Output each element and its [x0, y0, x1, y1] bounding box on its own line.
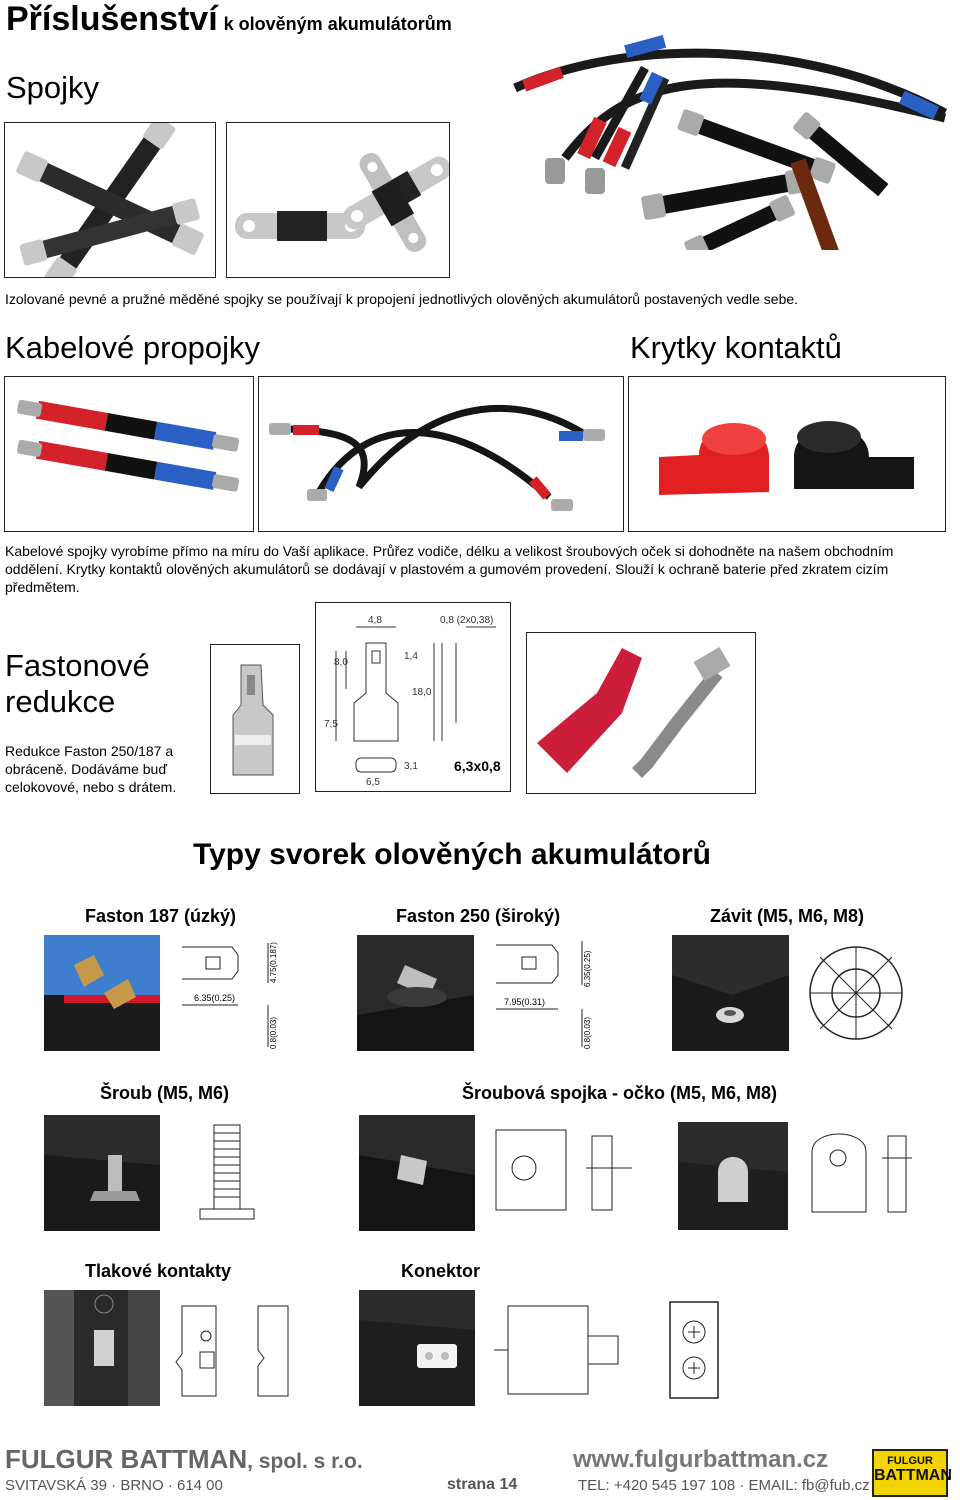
- dim-3-1: 3,1: [404, 761, 418, 772]
- faston250-drawing: [486, 935, 606, 1051]
- konektor-photo: [359, 1290, 475, 1406]
- f250-dim-c: 0.8(0.03): [583, 1016, 592, 1049]
- faston-heading-line1: Fastonové: [5, 648, 150, 683]
- footer-contact: TEL: +420 545 197 108 · EMAIL: fb@fub.cz: [578, 1477, 870, 1494]
- faston250-label: Faston 250 (široký): [396, 906, 561, 926]
- faston-wire-photo: [526, 632, 756, 794]
- faston187-label: Faston 187 (úzký): [85, 906, 237, 926]
- footer-address: SVITAVSKÁ 39 · BRNO · 614 00: [5, 1477, 223, 1494]
- footer-url[interactable]: www.fulgurbattman.cz: [573, 1446, 829, 1473]
- cable-short-photo: [4, 376, 254, 532]
- cable-long-photo: [258, 376, 624, 532]
- types-heading: Typy svorek olověných akumulátorů: [193, 838, 711, 871]
- spojky-description: Izolované pevné a pružné měděné spojky se používají k propojení jednotlivých olověných akumulátorů postavených vedle sebe.: [5, 291, 799, 307]
- konektor-drawing-2: [664, 1298, 724, 1402]
- fulgur-battman-logo: [872, 1449, 952, 1497]
- krytky-heading: Krytky kontaktů: [630, 330, 842, 365]
- faston-dimension-drawing: [315, 602, 511, 792]
- footer-company-suffix: , spol. s r.o.: [247, 1450, 363, 1473]
- page-title: [6, 0, 452, 39]
- dim-7-5: 7,5: [324, 719, 338, 730]
- spojky-rigid-photo: [226, 122, 450, 278]
- page-title-main: Příslušenství: [6, 0, 218, 38]
- faston-heading: [5, 648, 150, 720]
- dim-18-0: 18,0: [412, 687, 432, 698]
- ocko-label: Šroubová spojka - očko (M5, M6, M8): [462, 1083, 778, 1103]
- dim-1-4: 1,4: [404, 651, 418, 662]
- f187-dim-b: 4.75(0.187): [269, 942, 278, 983]
- f250-dim-a: 7.95(0.31): [504, 997, 546, 1007]
- spojky-heading: Spojky: [6, 70, 100, 105]
- ocko-photo-2: [678, 1122, 788, 1230]
- dim-6-5: 6,5: [366, 777, 380, 788]
- page-title-sub: k olověným akumulátorům: [223, 14, 452, 34]
- faston-adapter-photo: [210, 644, 300, 794]
- zavit-label: Závit (M5, M6, M8): [710, 906, 865, 926]
- logo-top-text: FULGUR: [887, 1455, 933, 1467]
- ocko-drawing-2: [806, 1122, 916, 1230]
- konektor-drawing-1: [490, 1300, 630, 1400]
- faston-heading-line2: redukce: [5, 684, 116, 719]
- faston-description: Redukce Faston 250/187 a obráceně. Dodáváme buď celokovové, nebo s drátem.: [5, 743, 177, 795]
- dim-6-3x0-8: 6,3x0,8: [454, 758, 501, 774]
- cables-description: Kabelové spojky vyrobíme přímo na míru do Vaší aplikace. Průřez vodiče, délku a velikost šroubových oček si dohodněte na našem obchodním oddělení. Krytky kontaktů olověných akumulátorů se dodávají v plastovém a gumovém provedení. Slouží k ochraně baterie před zkratem cizím předmětem.: [5, 543, 894, 595]
- tlakove-label: Tlakové kontakty: [85, 1261, 232, 1281]
- konektor-label: Konektor: [401, 1261, 481, 1281]
- dim-0-8: 0,8 (2x0,38): [440, 615, 494, 626]
- spojky-flex-photo: [4, 122, 216, 278]
- dim-8-0: 8,0: [334, 657, 348, 668]
- zavit-photo: [672, 935, 789, 1051]
- f187-dim-c: 0.8(0.03): [269, 1016, 278, 1049]
- kabelove-heading: Kabelové propojky: [5, 330, 261, 365]
- tlakove-drawing: [172, 1300, 302, 1400]
- sroub-label: Šroub (M5, M6): [100, 1083, 229, 1103]
- f250-dim-b: 6.35(0.25): [583, 950, 592, 987]
- faston187-photo: [44, 935, 160, 1051]
- footer-page-number: strana 14: [447, 1476, 518, 1493]
- ocko-drawing-1: [486, 1120, 636, 1230]
- f187-dim-a: 6.35(0.25): [194, 993, 236, 1003]
- faston187-drawing: [172, 935, 292, 1051]
- zavit-drawing: [802, 940, 910, 1046]
- footer-company-name: FULGUR BATTMAN: [5, 1444, 248, 1474]
- sroub-photo: [44, 1115, 160, 1231]
- sroub-drawing: [180, 1115, 270, 1231]
- ocko-photo-1: [359, 1115, 475, 1231]
- contact-covers-photo: [628, 376, 946, 532]
- cable-bundle-photo: [505, 18, 955, 250]
- tlakove-photo: [44, 1290, 160, 1406]
- faston250-photo: [357, 935, 474, 1051]
- logo-bottom-text: BATTMAN: [874, 1467, 952, 1484]
- dim-4-8: 4,8: [368, 615, 382, 626]
- footer-company: [5, 1444, 363, 1475]
